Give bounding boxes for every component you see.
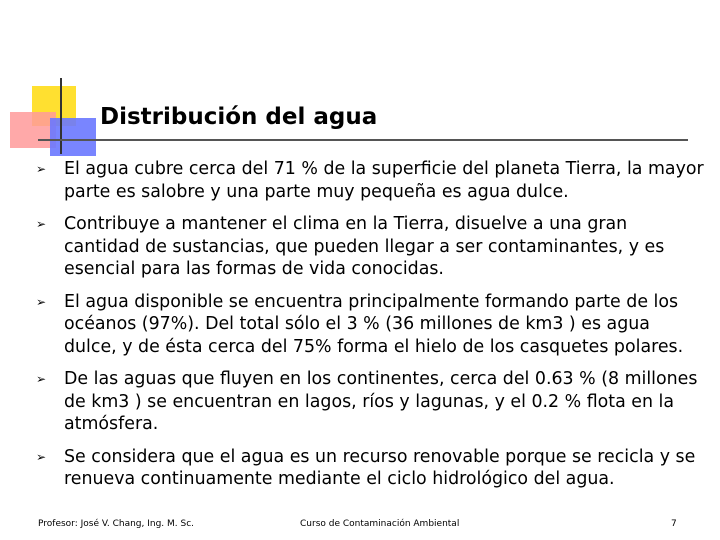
arrowhead-bullet-icon: ➢ bbox=[36, 294, 47, 309]
arrowhead-bullet-icon: ➢ bbox=[36, 372, 47, 386]
bullet-text: Contribuye a mantener el clima en la Tierra, disuelve a una gran cantidad de sustancias, que pueden llegar a ser contaminantes, y es esencial para las formas de vida conocidas. bbox=[64, 214, 665, 279]
bullet-text: De las aguas que fluyen en los continentes, cerca del 0.63 % (8 millones de km3 ) se encuentran en lagos, ríos y lagunas, y el 0.2 % flota en la atmósfera. bbox=[64, 369, 698, 434]
bullet-item bbox=[36, 368, 706, 436]
arrowhead-bullet-icon: ➢ bbox=[36, 162, 47, 176]
bullet-text: El agua cubre cerca del 71 % de la superficie del planeta Tierra, la mayor parte es salobre y una parte muy pequeña es agua dulce. bbox=[64, 159, 704, 202]
footer-author: Profesor: José V. Chang, Ing. M. Sc. bbox=[38, 519, 195, 529]
bullet-item bbox=[36, 158, 706, 203]
bullet-item bbox=[36, 213, 706, 281]
title-underline bbox=[38, 139, 688, 141]
decor-vertical-line bbox=[60, 78, 62, 154]
page-number: 7 bbox=[671, 519, 677, 529]
slide-title: Distribución del agua bbox=[100, 104, 378, 130]
bullet-list bbox=[36, 158, 706, 491]
bullet-text: El agua disponible se encuentra principalmente formando parte de los océanos (97%). Del total sólo el 3 % (36 millones de km3 ) es agua dulce, y de ésta cerca del 75% forma el hielo de los casquetes polares. bbox=[64, 291, 684, 357]
bullet-text: Se considera que el agua es un recurso renovable porque se recicla y se renueva continuamente mediante el ciclo hidrológico del agua. bbox=[64, 446, 696, 489]
decor-blue-square bbox=[50, 118, 96, 156]
bullet-item bbox=[36, 291, 706, 359]
footer-course: Curso de Contaminación Ambiental bbox=[300, 519, 460, 529]
bullet-item bbox=[36, 446, 706, 491]
arrowhead-bullet-icon: ➢ bbox=[36, 217, 47, 231]
arrowhead-bullet-icon: ➢ bbox=[36, 449, 47, 464]
